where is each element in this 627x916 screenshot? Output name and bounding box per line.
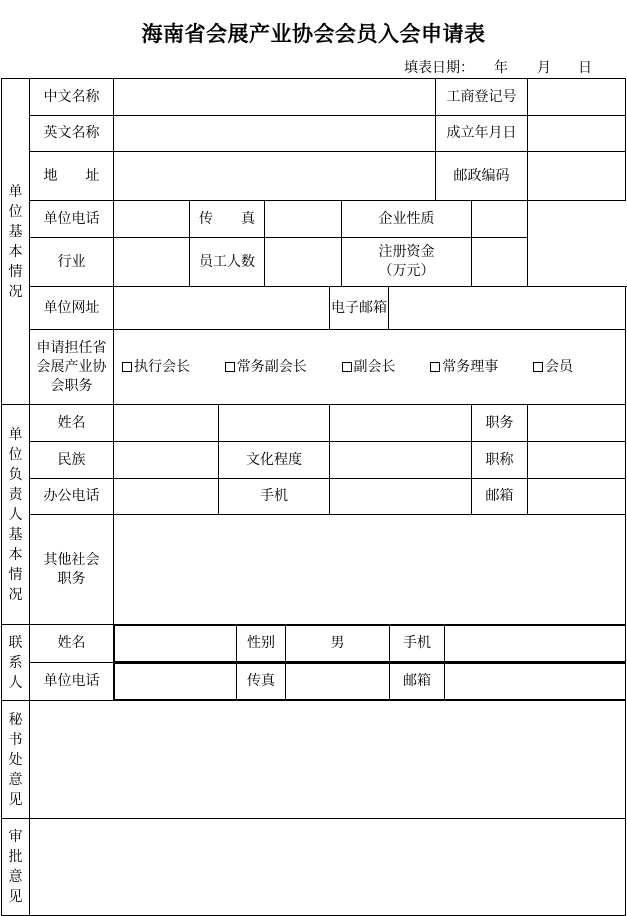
contact-unit-phone-field[interactable] bbox=[115, 664, 237, 700]
fill-date-year: 年 bbox=[494, 60, 508, 76]
secretariat-opinion-field[interactable] bbox=[30, 701, 626, 819]
founding-date-field[interactable] bbox=[528, 116, 626, 152]
leader-office-phone-field[interactable] bbox=[114, 479, 219, 515]
option-executive-president[interactable]: 执行会长 bbox=[122, 358, 190, 377]
form-title: 海南省会展产业协会会员入会申请表 bbox=[141, 21, 486, 46]
fill-date-day: 日 bbox=[578, 60, 592, 76]
contact-gender-label: 性别 bbox=[237, 626, 286, 662]
industry-field[interactable] bbox=[114, 238, 190, 287]
section-secretariat-label: 秘书处意见 bbox=[2, 701, 30, 819]
business-reg-no-field[interactable] bbox=[528, 79, 626, 116]
leader-education-label: 文化程度 bbox=[219, 442, 330, 479]
founding-date-label: 成立年月日 bbox=[436, 116, 528, 152]
email-field[interactable] bbox=[389, 287, 626, 330]
section-contact-label: 联系人 bbox=[2, 625, 30, 701]
leader-ethnicity-field[interactable] bbox=[114, 442, 219, 479]
fax-field[interactable] bbox=[265, 201, 342, 238]
contact-mobile-field[interactable] bbox=[445, 626, 626, 662]
english-name-label: 英文名称 bbox=[30, 116, 114, 152]
application-form-table bbox=[1, 78, 626, 916]
leader-title-field[interactable] bbox=[528, 442, 626, 479]
leader-email-field[interactable] bbox=[528, 479, 626, 515]
contact-mobile-label: 手机 bbox=[390, 626, 445, 662]
website-label: 单位网址 bbox=[30, 287, 114, 330]
checkbox-executive-director[interactable] bbox=[430, 362, 440, 372]
contact-row-2 bbox=[114, 663, 626, 701]
leader-education-field[interactable] bbox=[330, 442, 472, 479]
contact-fax-field[interactable] bbox=[286, 664, 390, 700]
contact-name-label: 姓名 bbox=[30, 625, 114, 663]
leader-blank-2[interactable] bbox=[330, 405, 472, 442]
checkbox-executive-vice-president[interactable] bbox=[225, 362, 235, 372]
leader-other-posts-label: 其他社会职务 bbox=[30, 515, 114, 625]
enterprise-type-field[interactable] bbox=[472, 201, 528, 238]
section-leader-label: 单位负责人基本情况 bbox=[2, 405, 30, 625]
leader-name-field[interactable] bbox=[114, 405, 219, 442]
option-executive-director[interactable]: 常务理事 bbox=[430, 358, 498, 377]
checkbox-member[interactable] bbox=[533, 362, 543, 372]
position-applied-label: 申请担任省会展产业协会职务 bbox=[30, 330, 114, 405]
contact-email-field[interactable] bbox=[445, 664, 626, 700]
postal-code-label: 邮政编码 bbox=[436, 152, 528, 201]
leader-mobile-field[interactable] bbox=[330, 479, 472, 515]
registered-capital-label: 注册资金（万元） bbox=[342, 238, 472, 287]
contact-fax-label: 传真 bbox=[237, 664, 286, 700]
position-options bbox=[114, 330, 626, 405]
leader-blank-1[interactable] bbox=[219, 405, 330, 442]
option-member[interactable]: 会员 bbox=[533, 358, 573, 377]
industry-label: 行业 bbox=[30, 238, 114, 287]
leader-ethnicity-label: 民族 bbox=[30, 442, 114, 479]
fax-label: 传 真 bbox=[190, 201, 265, 238]
leader-office-phone-label: 办公电话 bbox=[30, 479, 114, 515]
business-reg-no-label: 工商登记号 bbox=[436, 79, 528, 116]
leader-email-label: 邮箱 bbox=[472, 479, 528, 515]
employee-count-label: 员工人数 bbox=[190, 238, 265, 287]
leader-other-posts-field[interactable] bbox=[114, 515, 626, 625]
unit-phone-field[interactable] bbox=[114, 201, 190, 238]
checkbox-vice-president[interactable] bbox=[342, 362, 352, 372]
fill-date-month: 月 bbox=[537, 60, 551, 76]
enterprise-type-label: 企业性质 bbox=[342, 201, 472, 238]
employee-count-field[interactable] bbox=[265, 238, 342, 287]
leader-title-label: 职称 bbox=[472, 442, 528, 479]
fill-date-line bbox=[0, 57, 627, 77]
chinese-name-field[interactable] bbox=[114, 79, 436, 116]
checkbox-executive-president[interactable] bbox=[122, 362, 132, 372]
english-name-field[interactable] bbox=[114, 116, 436, 152]
email-label: 电子邮箱 bbox=[330, 287, 389, 330]
approval-opinion-field[interactable] bbox=[30, 819, 626, 916]
section-basic-label: 单位基本情况 bbox=[2, 79, 30, 405]
contact-name-field[interactable] bbox=[115, 626, 237, 662]
contact-unit-phone-label: 单位电话 bbox=[30, 663, 114, 701]
contact-email-label: 邮箱 bbox=[390, 664, 445, 700]
leader-post-field[interactable] bbox=[528, 405, 626, 442]
section-approval-label: 审批意见 bbox=[2, 819, 30, 916]
chinese-name-label: 中文名称 bbox=[30, 79, 114, 116]
option-vice-president[interactable]: 副会长 bbox=[342, 358, 396, 377]
leader-post-label: 职务 bbox=[472, 405, 528, 442]
address-label: 地 址 bbox=[30, 152, 114, 201]
registered-capital-field[interactable] bbox=[472, 238, 528, 287]
contact-row-1 bbox=[114, 625, 626, 663]
leader-mobile-label: 手机 bbox=[219, 479, 330, 515]
website-field[interactable] bbox=[114, 287, 330, 330]
contact-gender-value[interactable]: 男 bbox=[286, 626, 390, 662]
address-field[interactable] bbox=[114, 152, 436, 201]
fill-date-label: 填表日期： bbox=[404, 60, 474, 76]
leader-name-label: 姓名 bbox=[30, 405, 114, 442]
postal-code-field[interactable] bbox=[528, 152, 626, 201]
option-executive-vice-president[interactable]: 常务副会长 bbox=[225, 358, 307, 377]
unit-phone-label: 单位电话 bbox=[30, 201, 114, 238]
